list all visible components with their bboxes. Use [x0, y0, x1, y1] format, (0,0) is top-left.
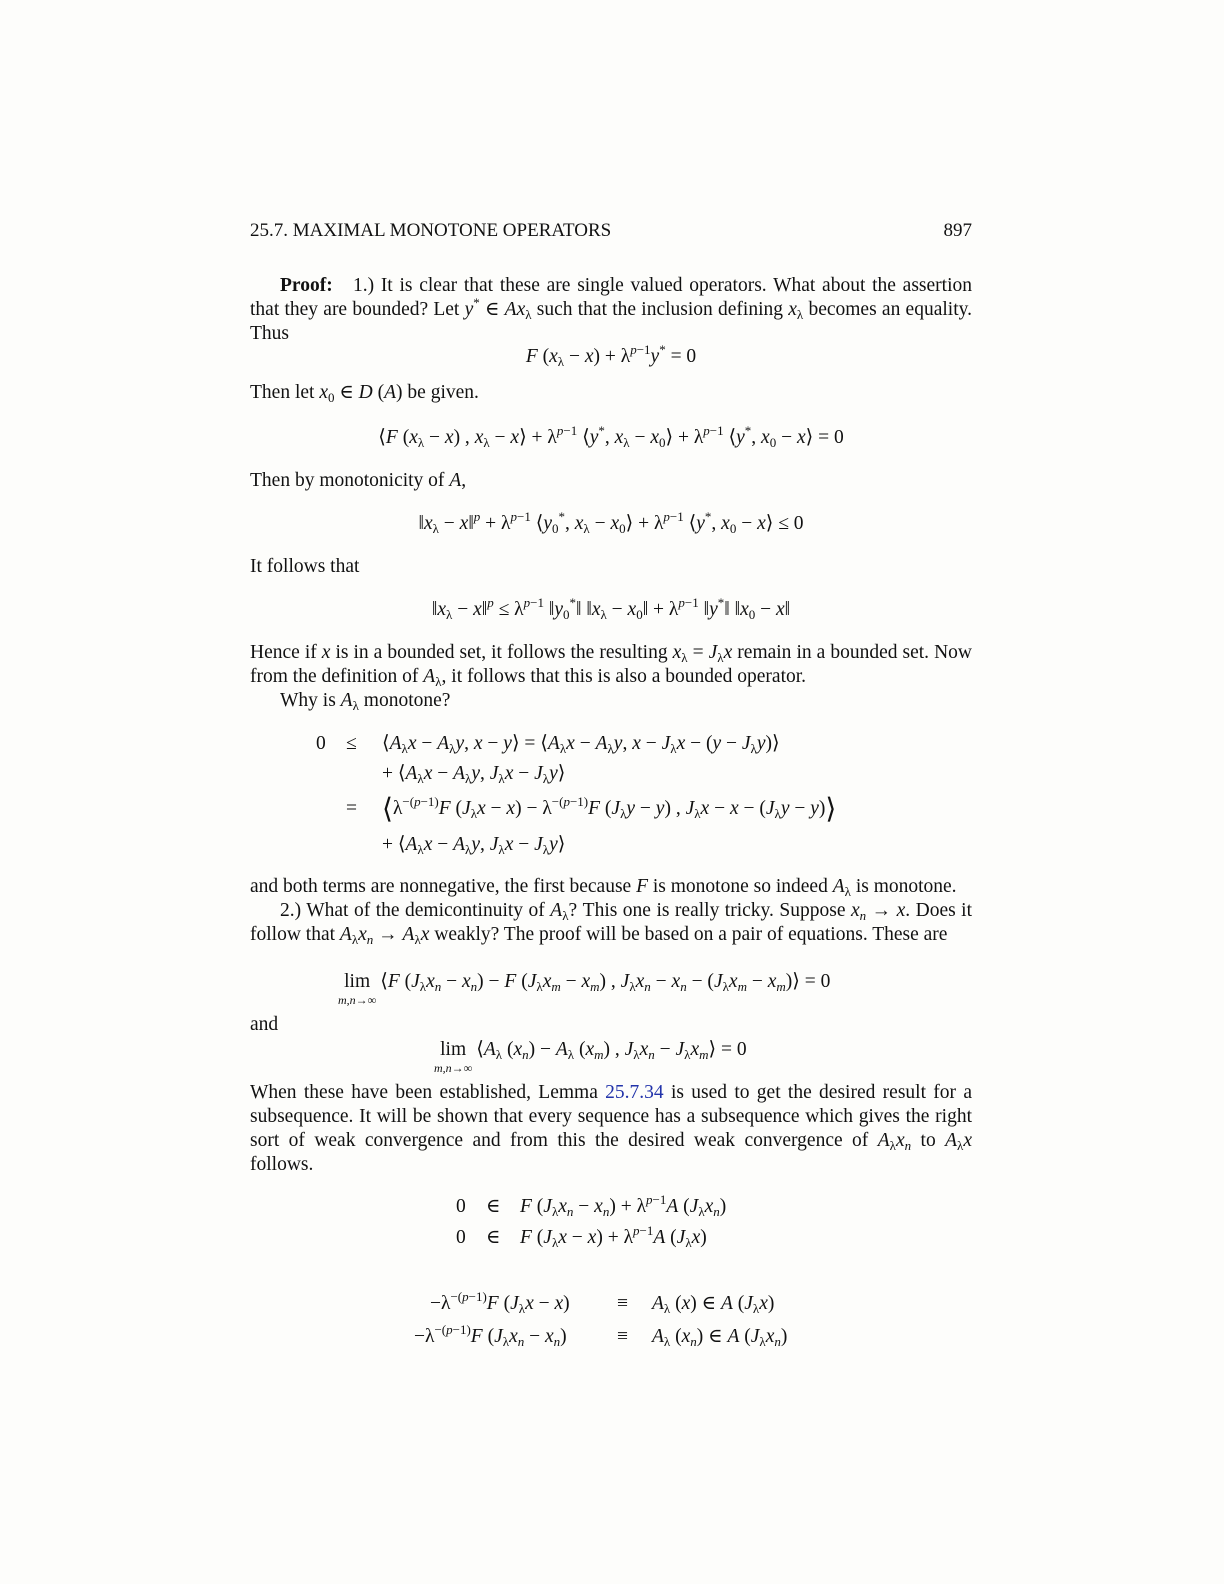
aligned-line-1: $⟨A_\lambda x - A_\lambda y$, x − y⟩ = $⟨A_\lambda x - A_\lambda y$, $x - J_\lambda x - (y$ − $J_\lambda y)⟩$	[382, 733, 780, 756]
text: is in a bounded set, it follows the resulting	[330, 642, 673, 663]
aligned-rel-eq: =	[346, 798, 357, 819]
text: ? This one is really tricky. Suppose	[568, 900, 851, 921]
then-let-paragraph: Then let $x_0$ ∈ D (A) be given.	[250, 382, 479, 405]
running-header	[250, 220, 972, 242]
when-paragraph: When these have been established, Lemma 25.7.34 is used to get the desired result for a subsequence. It will be shown that every sequence has a subsequence which gives the right sort of weak convergence and from this the desired weak convergence of $A_\lambda x_n$ to $A_\lambda x$ follows.	[250, 1082, 972, 1175]
text: monotone?	[358, 690, 451, 711]
equation-3: $‖x_\lambda$ − x‖$^p$ + $\lambda^{p-1}$ $⟨y_0^*$, $x_\lambda$ − $x_0⟩ + \lambda^{p-1}$ ⟨y*, $x_0$ − x⟩ ≤ 0	[418, 509, 804, 536]
text: Then let	[250, 382, 320, 403]
aligned-line-2: + $⟨A_\lambda x - A_\lambda y$, $J_\lambda x$ − $J_\lambda y⟩$	[382, 763, 566, 786]
text: . Does it follow that	[250, 900, 973, 945]
incl-1-rel: ∈	[486, 1196, 501, 1217]
equation-1: F $(x_\lambda - x) + \lambda^{p-1}y^* = 0$	[525, 342, 697, 369]
proof-text: becomes an equality. Thus	[250, 299, 972, 344]
section-title: 25.7. MAXIMAL MONOTONE OPERATORS	[250, 220, 612, 241]
text: to	[911, 1130, 946, 1151]
text: remain in a bounded set. Now from the definition of	[250, 642, 972, 687]
hence-paragraph: Hence if x is in a bounded set, it follows the resulting $x_\lambda = J_\lambda x$ remain in a bounded set. Now from the definition of $A_\lambda$, it follows that this is also a bounded operator.	[250, 642, 972, 689]
proof-text: 1.) It is clear that these are single valued operators. What about the assertion that they are bounded? Let	[250, 275, 972, 320]
text: Then by monotonicity of	[250, 470, 450, 491]
equation-limit-1: lim m,n→∞ ⟨F $(J_\lambda x_n - x_n) - F$ $(J_\lambda x_m - x_m)$ , $J_\lambda x_n - x_n - (J_\lambda x_m$ − $x_m)⟩ = 0$	[338, 971, 831, 1007]
text: , it follows that this is also a bounded operator.	[441, 666, 807, 687]
page-number: 897	[943, 220, 972, 241]
equiv-1-lhs: $-\lambda^{-(p-1)}F$ $(J_\lambda x - x)$	[430, 1289, 570, 1316]
text: Hence if	[250, 642, 322, 663]
and-word: and	[250, 1014, 279, 1035]
why-paragraph: Why is $A_\lambda$ monotone?	[280, 690, 451, 713]
equation-2: ⟨F $(x_\lambda - x)$ , $x_\lambda$ − x⟩ + $\lambda^{p-1}$ ⟨y*, $x_\lambda$ − $x_0⟩ + \lambda^{p-1}$ ⟨y*, $x_0$ − x⟩ = 0	[378, 423, 844, 450]
proof-paragraph: Proof: 1.) It is clear that these are single valued operators. What about the assertion that they are bounded? Let y* ∈ $Ax_\lambda$ such that the inclusion defining $x_\lambda$ becomes an equality. Thus	[250, 275, 972, 344]
equation-limit-2: lim m,n→∞ $⟨A_\lambda$ $(x_n) - A_\lambda$ $(x_m)$ , $J_\lambda x_n$ − $J_\lambda x_m⟩ = 0$	[434, 1039, 747, 1075]
text: be given.	[402, 382, 479, 403]
text: Why is	[280, 690, 341, 711]
equiv-1-rhs: $A_\lambda$ (x) ∈ A $(J_\lambda x)$	[652, 1293, 775, 1316]
equiv-2-lhs: $-\lambda^{-(p-1)}F$ $(J_\lambda x_n - x_n)$	[414, 1322, 567, 1349]
incl-2-lhs: 0	[456, 1227, 466, 1248]
equiv-2-rel: ≡	[617, 1326, 628, 1347]
text: 2.) What of the demicontinuity of	[280, 900, 551, 921]
proof-text: such that the inclusion defining	[531, 299, 789, 320]
incl-2-rel: ∈	[486, 1227, 501, 1248]
demicontinuity-paragraph: 2.) What of the demicontinuity of $A_\lambda$? This one is really tricky. Suppose $x_n \to x$. Does it follow that $A_\lambda x_n \to A_\lambda x$ weakly? The proof will be based on a pair of equations. These are	[250, 900, 973, 947]
incl-1-rhs: F $(J_\lambda x_n - x_n) + \lambda^{p-1}A$ $(J_\lambda x_n)$	[520, 1192, 727, 1219]
lemma-link[interactable]: 25.7.34	[605, 1082, 664, 1103]
aligned-rel-leq: ≤	[346, 733, 357, 754]
text: is used to get the desired result for a subsequence. It will be shown that every sequence has a subsequence which gives the right sort of weak convergence and from this the desired weak convergence of	[250, 1082, 972, 1151]
it-follows-paragraph: It follows that	[250, 556, 360, 577]
text: is monotone.	[850, 876, 957, 897]
text: and both terms are nonnegative, the first because	[250, 876, 637, 897]
proof-label: Proof:	[280, 275, 333, 296]
equation-4: $‖x_\lambda$ − x‖$^p$ ≤ $\lambda^{p-1}$ $‖y_0^*‖$ $‖x_\lambda$ − $x_0‖ + \lambda^{p-1}$ ‖y*‖ $‖x_0$ − x‖	[431, 595, 791, 622]
equiv-1-rel: ≡	[617, 1293, 628, 1314]
monotonicity-paragraph: Then by monotonicity of A,	[250, 470, 467, 491]
text: is monotone so indeed	[648, 876, 833, 897]
text: When these have been established, Lemma	[250, 1082, 606, 1103]
equiv-2-rhs: $A_\lambda$ $(x_n)$ ∈ A $(J_\lambda x_n)$	[652, 1326, 788, 1349]
aligned-line-4: + $⟨A_\lambda x - A_\lambda y$, $J_\lambda x$ − $J_\lambda y⟩$	[382, 834, 566, 857]
aligned-lhs-zero: 0	[316, 733, 326, 754]
text: follows.	[250, 1154, 314, 1175]
text: weakly? The proof will be based on a pair of equations. These are	[429, 924, 948, 945]
both-terms-paragraph: and both terms are nonnegative, the first because F is monotone so indeed $A_\lambda$ is monotone.	[250, 876, 957, 899]
incl-2-rhs: F $(J_\lambda x - x) + \lambda^{p-1}A$ $(J_\lambda x)$	[520, 1223, 707, 1250]
incl-1-lhs: 0	[456, 1196, 466, 1217]
aligned-line-3: $⟨\lambda^{-(p-1)}F$ $(J_\lambda x - x) - \lambda^{-(p-1)}F$ $(J_\lambda y - y)$ , $J_\lambda x - x - (J_\lambda y$ − y)⟩	[382, 794, 837, 825]
